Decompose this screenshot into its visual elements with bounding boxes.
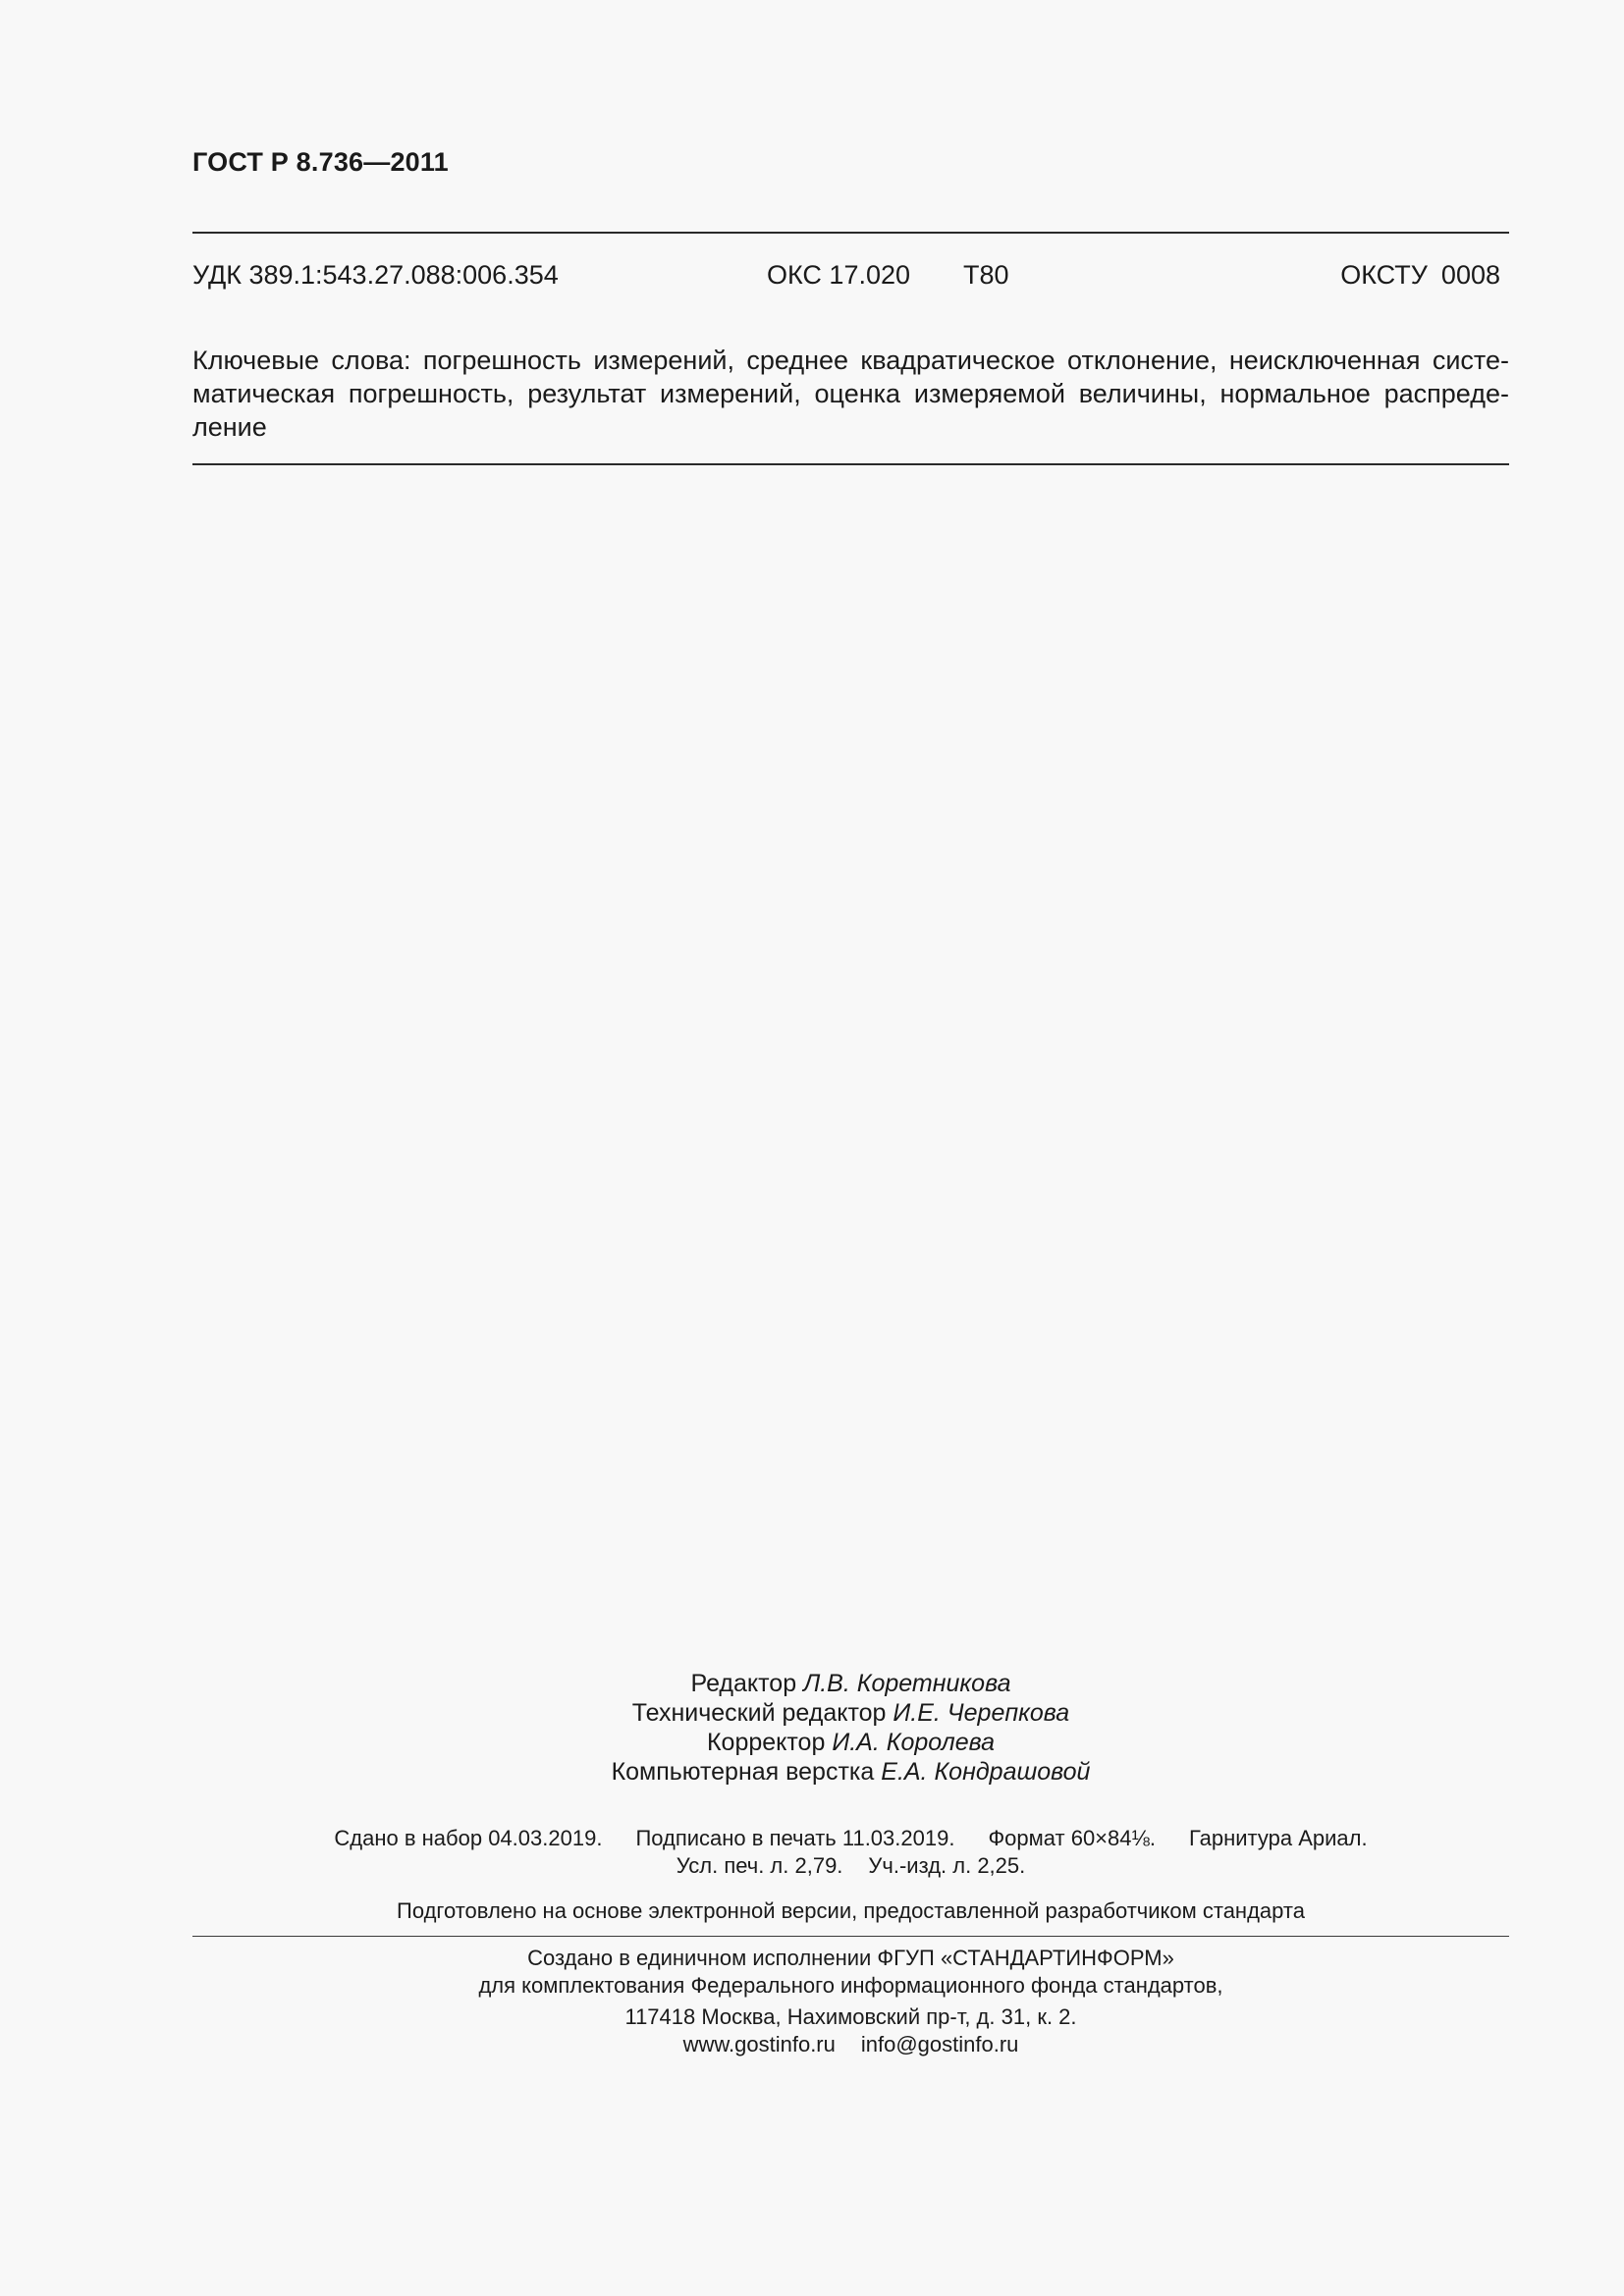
keywords-line: матическая погрешность, результат измерений, оценка измеряемой величины, нормальное распреде-	[192, 379, 1509, 408]
keywords-line: ление	[192, 412, 267, 442]
tech-editor-line	[192, 1698, 1509, 1728]
oks-code: ОКС 17.020	[767, 260, 911, 290]
standard-code: ГОСТ Р 8.736—2011	[192, 147, 449, 177]
footer-contacts	[192, 2003, 1509, 2058]
publication-line	[192, 1825, 1509, 1852]
footer-created	[192, 1945, 1509, 2000]
print-sheets: Усл. печ. л. 2,79.	[676, 1853, 843, 1878]
t-code: Т80	[963, 260, 1009, 290]
sheets-line	[192, 1852, 1509, 1880]
okstu-code	[1340, 260, 1500, 291]
keywords-line: Ключевые слова: погрешность измерений, среднее квадратическое отклонение, неисключенная систе-	[192, 346, 1509, 375]
keywords-divider	[192, 463, 1509, 465]
publication-details	[192, 1825, 1509, 1880]
keywords-paragraph	[192, 344, 1509, 444]
okstu-label: ОКСТУ	[1340, 260, 1428, 290]
tech-editor-label: Технический редактор	[631, 1699, 887, 1727]
top-divider	[192, 232, 1509, 234]
okstu-value: 0008	[1440, 260, 1500, 290]
editor-name: Л.В. Коретникова	[803, 1670, 1011, 1697]
footer-divider	[192, 1936, 1509, 1937]
submitted-date: Сдано в набор 04.03.2019.	[334, 1826, 603, 1850]
credits-block	[192, 1669, 1509, 1787]
publisher-sheets: Уч.-изд. л. 2,25.	[868, 1853, 1026, 1878]
tech-editor-name: И.Е. Черепкова	[893, 1699, 1070, 1727]
signed-date: Подписано в печать 11.03.2019.	[635, 1826, 955, 1850]
created-line: для комплектования Федерального информационного фонда стандартов,	[478, 1973, 1223, 1998]
udk-code: УДК 389.1:543.27.088:006.354	[192, 260, 559, 290]
editor-label: Редактор	[690, 1670, 797, 1697]
corrector-line	[192, 1728, 1509, 1757]
website-link[interactable]: www.gostinfo.ru	[682, 2032, 836, 2056]
layout-line	[192, 1757, 1509, 1787]
email-link[interactable]: info@gostinfo.ru	[860, 2032, 1019, 2056]
classification-row	[192, 260, 1500, 294]
editor-line	[192, 1669, 1509, 1698]
typeface: Гарнитура Ариал.	[1188, 1826, 1368, 1850]
layout-name: Е.А. Кондрашовой	[881, 1758, 1091, 1786]
corrector-label: Корректор	[706, 1729, 826, 1756]
paper-format: Формат 60×84⅛.	[988, 1826, 1156, 1850]
address: 117418 Москва, Нахимовский пр-т, д. 31, к. 2.	[624, 2004, 1077, 2029]
layout-label: Компьютерная верстка	[611, 1758, 875, 1786]
prepared-note: Подготовлено на основе электронной версии, предоставленной разработчиком стандарта	[397, 1898, 1305, 1923]
corrector-name: И.А. Королева	[832, 1729, 996, 1756]
created-line: Создано в единичном исполнении ФГУП «СТАНДАРТИНФОРМ»	[527, 1946, 1174, 1970]
contacts-line	[192, 2031, 1509, 2058]
